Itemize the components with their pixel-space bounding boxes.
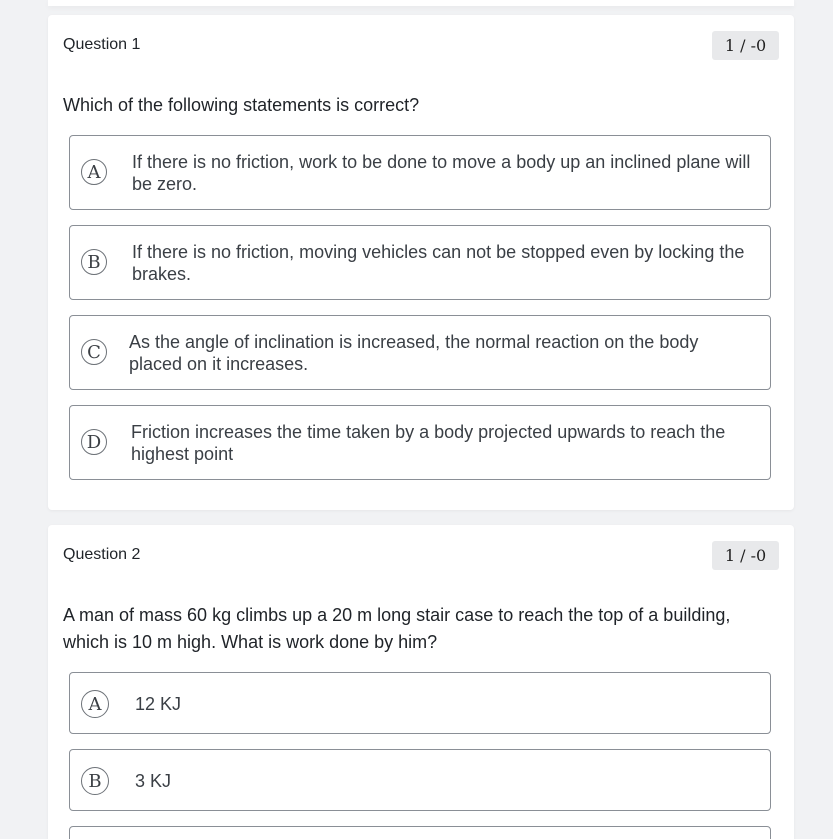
option-text-a: 12 KJ bbox=[135, 694, 182, 714]
option-letter-d: D bbox=[81, 429, 107, 455]
question-card-2 bbox=[48, 525, 794, 839]
previous-card-edge bbox=[48, 0, 794, 6]
option-b[interactable] bbox=[69, 225, 771, 300]
question-text: Which of the following statements is correct? bbox=[63, 95, 420, 115]
option-letter-a: A bbox=[81, 690, 109, 718]
question-text: A man of mass 60 kg climbs up a 20 m long stair case to reach the top of a building, which is 10 m high. What is work done by him? bbox=[63, 605, 731, 652]
option-c[interactable] bbox=[69, 315, 771, 390]
option-text-d: Friction increases the time taken by a body projected upwards to reach the highest point bbox=[131, 422, 726, 464]
question-header bbox=[63, 541, 779, 571]
option-letter-c: C bbox=[81, 339, 107, 365]
option-text-b: 3 KJ bbox=[135, 771, 172, 791]
question-label: Question 1 bbox=[63, 36, 141, 53]
option-letter-a: A bbox=[81, 159, 107, 185]
option-text-b: If there is no friction, moving vehicles can not be stopped even by locking the brakes. bbox=[132, 242, 745, 284]
marks-badge: 1 / -0 bbox=[712, 541, 779, 570]
option-d[interactable] bbox=[69, 405, 771, 480]
option-a[interactable] bbox=[69, 672, 771, 734]
option-letter-b: B bbox=[81, 249, 107, 275]
question-card-1 bbox=[48, 15, 794, 510]
question-label: Question 2 bbox=[63, 546, 141, 563]
option-text-a: If there is no friction, work to be done to move a body up an inclined plane will be zero. bbox=[132, 152, 751, 194]
question-header bbox=[63, 31, 779, 61]
option-text-c: As the angle of inclination is increased, the normal reaction on the body placed on it increases. bbox=[129, 332, 699, 374]
option-a[interactable] bbox=[69, 135, 771, 210]
option-letter-b: B bbox=[81, 767, 109, 795]
marks-badge: 1 / -0 bbox=[712, 31, 779, 60]
option-b[interactable] bbox=[69, 749, 771, 811]
option-c[interactable] bbox=[69, 826, 771, 839]
